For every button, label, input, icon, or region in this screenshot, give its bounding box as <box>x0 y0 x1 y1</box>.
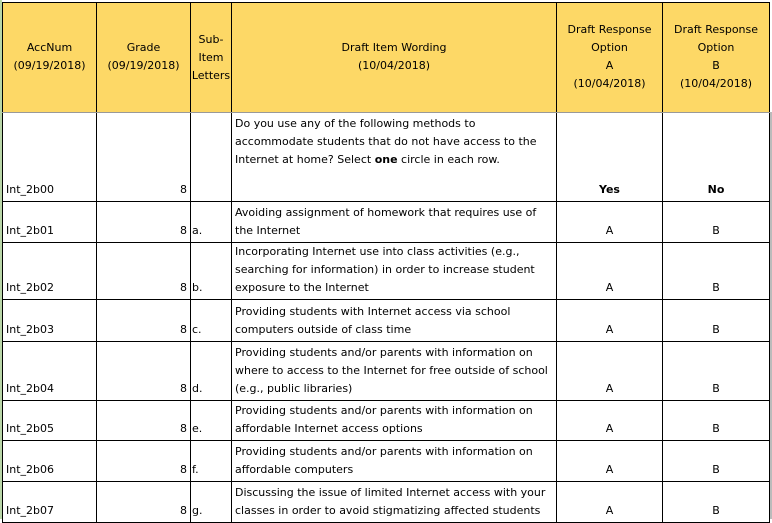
cell-option-a[interactable]: Yes <box>557 113 663 202</box>
header-option-a[interactable]: Draft Response Option A (10/04/2018) <box>557 3 663 113</box>
table-row <box>3 401 770 441</box>
cell-grade[interactable]: 8 <box>97 342 191 401</box>
cell-wording[interactable]: Discussing the issue of limited Internet access with your classes in order to avoid stigmatizing affected students <box>232 482 557 523</box>
cell-sub[interactable]: d. <box>191 342 232 401</box>
cell-accnum[interactable]: Int_2b05 <box>3 401 97 441</box>
cell-opta[interactable]: A <box>557 202 663 243</box>
cell-wording[interactable]: Avoiding assignment of homework that requires use of the Internet <box>232 202 557 243</box>
cell-grade[interactable]: 8 <box>97 441 191 482</box>
cell-wording[interactable]: Providing students and/or parents with information on where to access to the Internet for free outside of school (e.g., public libraries) <box>232 342 557 401</box>
cell-sub[interactable]: e. <box>191 401 232 441</box>
cell-wording[interactable]: Do you use any of the following methods to accommodate students that do not have access to the Internet at home? Select one circle in each row. <box>232 113 557 202</box>
cell-sub[interactable]: g. <box>191 482 232 523</box>
table-row <box>3 202 770 243</box>
table-row <box>3 441 770 482</box>
cell-opta[interactable]: A <box>557 243 663 300</box>
cell-grade[interactable]: 8 <box>97 482 191 523</box>
cell-opta[interactable]: A <box>557 482 663 523</box>
cell-sub[interactable]: b. <box>191 243 232 300</box>
cell-accnum[interactable]: Int_2b06 <box>3 441 97 482</box>
table-row <box>3 243 770 300</box>
header-accnum[interactable]: AccNum (09/19/2018) <box>3 3 97 113</box>
cell-optb[interactable]: B <box>663 300 770 342</box>
cell-wording[interactable]: Providing students with Internet access via school computers outside of class time <box>232 300 557 342</box>
cell-sub[interactable]: a. <box>191 202 232 243</box>
cell-grade[interactable]: 8 <box>97 202 191 243</box>
cell-grade[interactable]: 8 <box>97 300 191 342</box>
cell-accnum[interactable]: Int_2b00 <box>3 113 97 202</box>
header-grade[interactable]: Grade (09/19/2018) <box>97 3 191 113</box>
header-sub-item[interactable]: Sub- Item Letters <box>191 3 232 113</box>
cell-grade[interactable]: 8 <box>97 243 191 300</box>
cell-optb[interactable]: B <box>663 342 770 401</box>
cell-sub[interactable]: c. <box>191 300 232 342</box>
cell-optb[interactable]: B <box>663 441 770 482</box>
table-row <box>3 342 770 401</box>
table-row-stem <box>3 113 770 202</box>
cell-opta[interactable]: A <box>557 401 663 441</box>
cell-sub[interactable]: f. <box>191 441 232 482</box>
cell-wording[interactable]: Providing students and/or parents with information on affordable Internet access options <box>232 401 557 441</box>
cell-sub[interactable] <box>191 113 232 202</box>
cell-grade[interactable]: 8 <box>97 113 191 202</box>
cell-accnum[interactable]: Int_2b07 <box>3 482 97 523</box>
cell-wording[interactable]: Incorporating Internet use into class activities (e.g., searching for information) in order to increase student exposure to the Internet <box>232 243 557 300</box>
cell-grade[interactable]: 8 <box>97 401 191 441</box>
table-row <box>3 300 770 342</box>
cell-optb[interactable]: B <box>663 482 770 523</box>
cell-wording[interactable]: Providing students and/or parents with information on affordable computers <box>232 441 557 482</box>
spreadsheet-table <box>2 2 770 523</box>
cell-optb[interactable]: B <box>663 243 770 300</box>
cell-accnum[interactable]: Int_2b03 <box>3 300 97 342</box>
cell-accnum[interactable]: Int_2b02 <box>3 243 97 300</box>
cell-optb[interactable]: B <box>663 202 770 243</box>
header-row <box>3 3 770 113</box>
cell-optb[interactable]: B <box>663 401 770 441</box>
header-option-b[interactable]: Draft Response Option B (10/04/2018) <box>663 3 770 113</box>
table-row <box>3 482 770 523</box>
cell-opta[interactable]: A <box>557 441 663 482</box>
cell-accnum[interactable]: Int_2b01 <box>3 202 97 243</box>
header-wording[interactable]: Draft Item Wording (10/04/2018) <box>232 3 557 113</box>
cell-option-b[interactable]: No <box>663 113 770 202</box>
cell-opta[interactable]: A <box>557 300 663 342</box>
cell-opta[interactable]: A <box>557 342 663 401</box>
cell-accnum[interactable]: Int_2b04 <box>3 342 97 401</box>
